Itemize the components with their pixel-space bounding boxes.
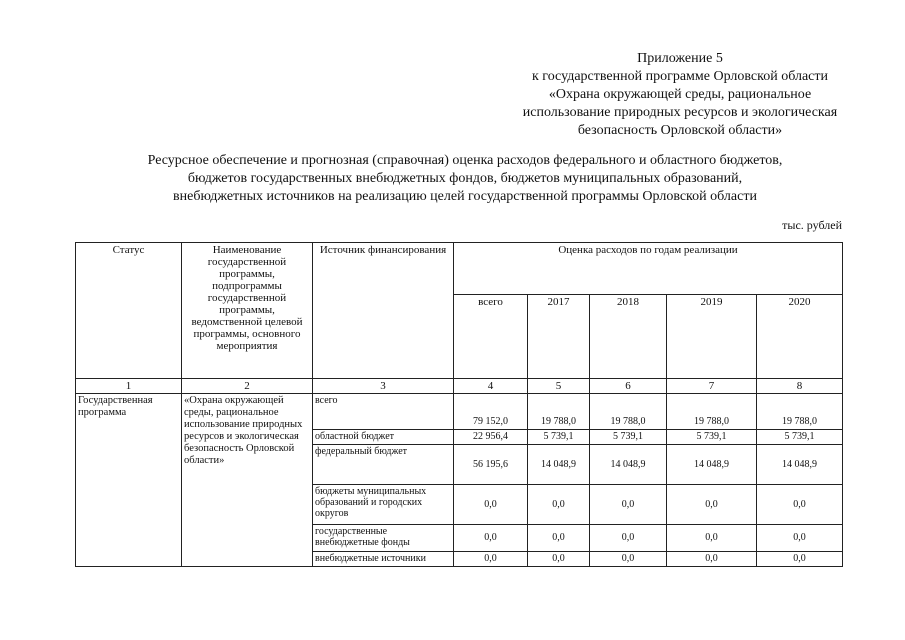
value-cell: 0,0	[454, 552, 528, 567]
appendix-line: «Охрана окружающей среды, рациональное	[548, 87, 812, 102]
appendix-line: к государственной программе Орловской области	[532, 69, 828, 84]
appendix-line: безопасность Орловской области»	[577, 123, 783, 138]
column-number: 3	[313, 379, 454, 394]
header-year-2017: 2017	[528, 295, 590, 379]
value-cell: 14 048,9	[590, 445, 667, 485]
value-cell: 0,0	[454, 525, 528, 552]
header-program-name: Наименование государственной программы, подпрограммы государственной программы, ведомственной целевой программы, основного мероприятия	[182, 243, 313, 379]
column-number: 4	[454, 379, 528, 394]
units-label: тыс. рублей	[782, 218, 842, 232]
header-year-2019: 2019	[667, 295, 757, 379]
value-cell: 0,0	[528, 485, 590, 525]
header-year-2020: 2020	[757, 295, 843, 379]
value-cell: 19 788,0	[590, 394, 667, 430]
value-cell: 0,0	[667, 525, 757, 552]
title-line: Ресурсное обеспечение и прогнозная (справочная) оценка расходов федерального и областного бюджетов,	[147, 153, 783, 168]
column-number: 7	[667, 379, 757, 394]
value-cell: 5 739,1	[757, 430, 843, 445]
column-number: 6	[590, 379, 667, 394]
value-cell: 0,0	[528, 525, 590, 552]
value-cell: 79 152,0	[454, 394, 528, 430]
value-cell: 0,0	[454, 485, 528, 525]
value-cell: 0,0	[757, 525, 843, 552]
value-cell: 0,0	[590, 485, 667, 525]
program-name-cell: «Охрана окружающей среды, рациональное использование природных ресурсов и экологическая безопасность Орловской области»	[182, 394, 313, 567]
header-total: всего	[454, 295, 528, 379]
source-cell: бюджеты муниципальных образований и городских округов	[313, 485, 454, 525]
column-number: 5	[528, 379, 590, 394]
value-cell: 0,0	[590, 525, 667, 552]
value-cell: 14 048,9	[667, 445, 757, 485]
source-cell: федеральный бюджет	[313, 445, 454, 485]
value-cell: 19 788,0	[528, 394, 590, 430]
value-cell: 19 788,0	[667, 394, 757, 430]
header-status: Статус	[76, 243, 182, 379]
column-number: 8	[757, 379, 843, 394]
value-cell: 0,0	[590, 552, 667, 567]
value-cell: 0,0	[667, 552, 757, 567]
appendix-line: Приложение 5	[637, 51, 723, 66]
status-cell: Государственная программа	[76, 394, 182, 567]
value-cell: 14 048,9	[757, 445, 843, 485]
header-source: Источник финансирования	[313, 243, 454, 379]
title-line: бюджетов государственных внебюджетных фондов, бюджетов муниципальных образований,	[187, 171, 743, 186]
value-cell: 5 739,1	[528, 430, 590, 445]
title-line: внебюджетных источников на реализацию целей государственной программы Орловской области	[173, 189, 757, 204]
source-cell: областной бюджет	[313, 430, 454, 445]
value-cell: 0,0	[757, 485, 843, 525]
value-cell: 5 739,1	[667, 430, 757, 445]
value-cell: 56 195,6	[454, 445, 528, 485]
value-cell: 5 739,1	[590, 430, 667, 445]
value-cell: 14 048,9	[528, 445, 590, 485]
header-year-2018: 2018	[590, 295, 667, 379]
source-cell: всего	[313, 394, 454, 430]
value-cell: 0,0	[667, 485, 757, 525]
source-cell: внебюджетные источники	[313, 552, 454, 567]
value-cell: 22 956,4	[454, 430, 528, 445]
header-estimate: Оценка расходов по годам реализации	[454, 243, 843, 295]
value-cell: 0,0	[528, 552, 590, 567]
table-row	[76, 394, 843, 430]
column-number: 1	[76, 379, 182, 394]
document-title	[60, 152, 870, 206]
resource-table	[75, 242, 843, 567]
appendix-reference	[470, 50, 890, 140]
value-cell: 0,0	[757, 552, 843, 567]
appendix-line: использование природных ресурсов и экологическая	[522, 105, 838, 120]
source-cell: государственные внебюджетные фонды	[313, 525, 454, 552]
column-number: 2	[182, 379, 313, 394]
value-cell: 19 788,0	[757, 394, 843, 430]
